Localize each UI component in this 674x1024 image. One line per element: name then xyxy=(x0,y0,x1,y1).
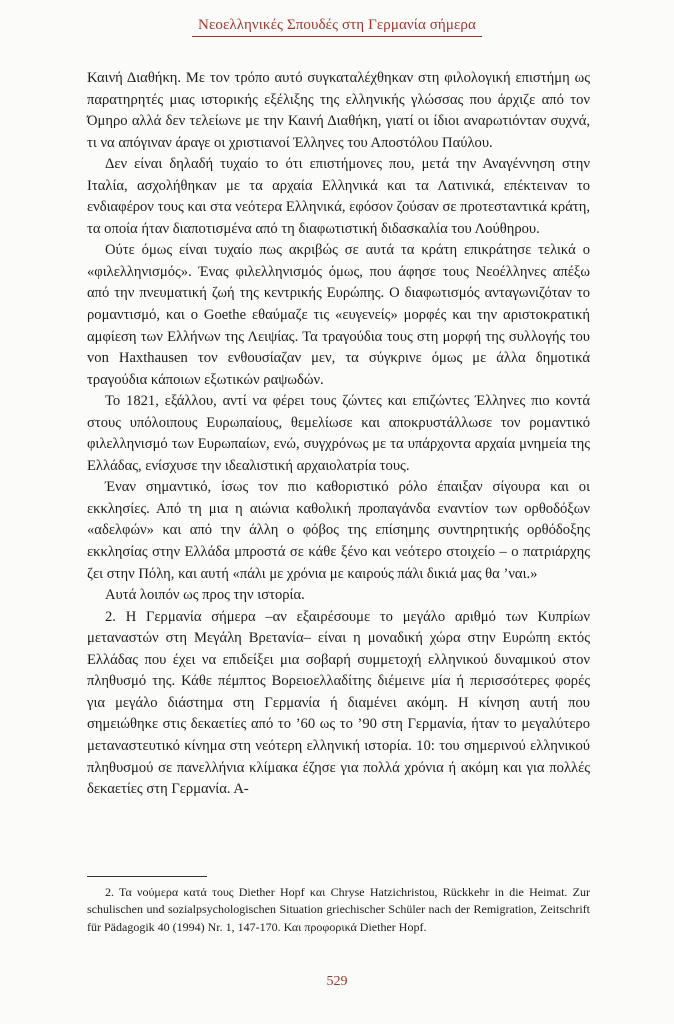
paragraph: Δεν είναι δηλαδή τυχαίο το ότι επιστήμονες που, μετά την Αναγέννηση στην Ιταλία, ασχολήθηκαν με τα αρχαία Ελληνικά και τα Λατινικά, επέκτειναν το ενδιαφέρον τους και στα νεότερα Ελληνικά, εφόσον ζούσαν σε προτεσταντικά κράτη, τα οποία ήταν διαποτισμένα από τη διαφωτιστική διδασκαλία του Λούθηρου. xyxy=(87,156,590,237)
running-header-title: Νεοελληνικές Σπουδές στη Γερμανία σήμερα xyxy=(192,17,482,37)
paragraph: Καινή Διαθήκη. Με τον τρόπο αυτό συγκαταλέχθηκαν στη φιλολογική επιστήμη ως παρατηρητές μιας ιστορικής εξέλιξης της ελληνικής γλώσσας που άρχιζε από τον Όμηρο αλλά δεν τελείωνε με την Καινή Διαθήκη, γιατί οι ίδιοι αναρωτιόνταν συχνά, τι να απόγιναν άραγε οι χριστιανοί Έλληνες του Αποστόλου Παύλου. xyxy=(87,70,590,151)
paragraph: Αυτά λοιπόν ως προς την ιστορία. xyxy=(105,587,305,604)
paragraph: Έναν σημαντικό, ίσως τον πιο καθοριστικό ρόλο έπαιξαν σίγουρα και οι εκκλησίες. Από τη μια η αιώνια καθολική προπαγάνδα εναντίον των ορθοδόξων «αδελφών» και από την άλλη ο φόβος της επίσημης συντηρητικής ορθόδοξης εκκλησίας στην Ελλάδα μπροστά σε κάθε ξένο και νεότερο στοιχείο – ο πατριάρχης ζει στην Πόλη, και αυτή «πάλι με χρόνια με καιρούς πάλι δικιά μας θα ’ναι.» xyxy=(87,479,590,582)
footnote-text: 2. Τα νούμερα κατά τους Diether Hopf και Chryse Hatzichristou, Rückkehr in die Heimat. Zur schulischen und sozialpsychologischen Situation griechischer Schüler nach der Remigration, Zeitschrift für Pädagogik 40 (1994) Nr. 1, 147-170. Και προφορικά Diether Hopf. xyxy=(87,885,590,934)
paragraph: Το 1821, εξάλλου, αντί να φέρει τους ζώντες και επιζώντες Έλληνες πιο κοντά στους υπόλοιπους Ευρωπαίους, θεμελίωσε και αποκρυστάλλωσε τον ρομαντικό φιλελληνισμό των Ευρωπαίων, ενώ, συγχρόνως με τα υπάρχοντα αρχαία μνημεία της Ελλάδας, ενίσχυσε την ιδεαλιστική αρχαιολατρία τους. xyxy=(87,393,590,474)
footnote xyxy=(87,884,590,936)
page-number: 529 xyxy=(326,974,348,989)
footnote-divider xyxy=(87,876,207,877)
paragraph: Ούτε όμως είναι τυχαίο πως ακριβώς σε αυτά τα κράτη επικράτησε τελικά ο «φιλελληνισμός». Ένας φιλελληνισμός όμως, που άφησε τους Νεοέλληνες απέξω από την πνευματική ζωή της κεντρικής Ευρώπης. Ο διαφωτισμός ανταγωνιζόταν το ρομαντισμό, και ο Goethe εθαύμαζε τις «ευγενείς» μορφές και την αριστοκρατική αμφίεση των Ελλήνων της Λειψίας. Τα τραγούδια τους στη μορφή της συλλογής του von Haxthausen τον ενθουσίαζαν μεν, τα σύγκρινε όμως με άλλα δημοτικά τραγούδια κάποιων εξωτικών ραψωδών. xyxy=(87,242,590,388)
body-text xyxy=(87,68,590,801)
running-header xyxy=(0,16,674,37)
paragraph: 2. Η Γερμανία σήμερα –αν εξαιρέσουμε το μεγάλο αριθμό των Κυπρίων μεταναστών στη Μεγάλη Βρετανία– είναι η μοναδική χώρα στην Ευρώπη εκτός Ελλάδας που έχει να επιδείξει μια σοβαρή συμμετοχή ελληνικού δυναμικού στον πληθυσμό της. Κάθε πέμπτος Βορειοελλαδίτης διέμεινε μία ή περισσότερες φορές για μεγάλο διάστημα στη Γερμανία ή διαμένει ακόμη. Η κίνηση αυτή που σημειώθηκε στις δεκαετίες από το ’60 ως το ’90 στη Γερμανία, ήταν το μεγαλύτερο μεταναστευτικό κίνημα στη νεότερη ελληνική ιστορία. 10: του σημερινού ελληνικού πληθυσμού σε πανελλήνια κλίμακα έζησε για πολλά χρόνια ή ακόμη και για πολλές δεκαετίες στη Γερμανία. Α- xyxy=(87,608,590,798)
